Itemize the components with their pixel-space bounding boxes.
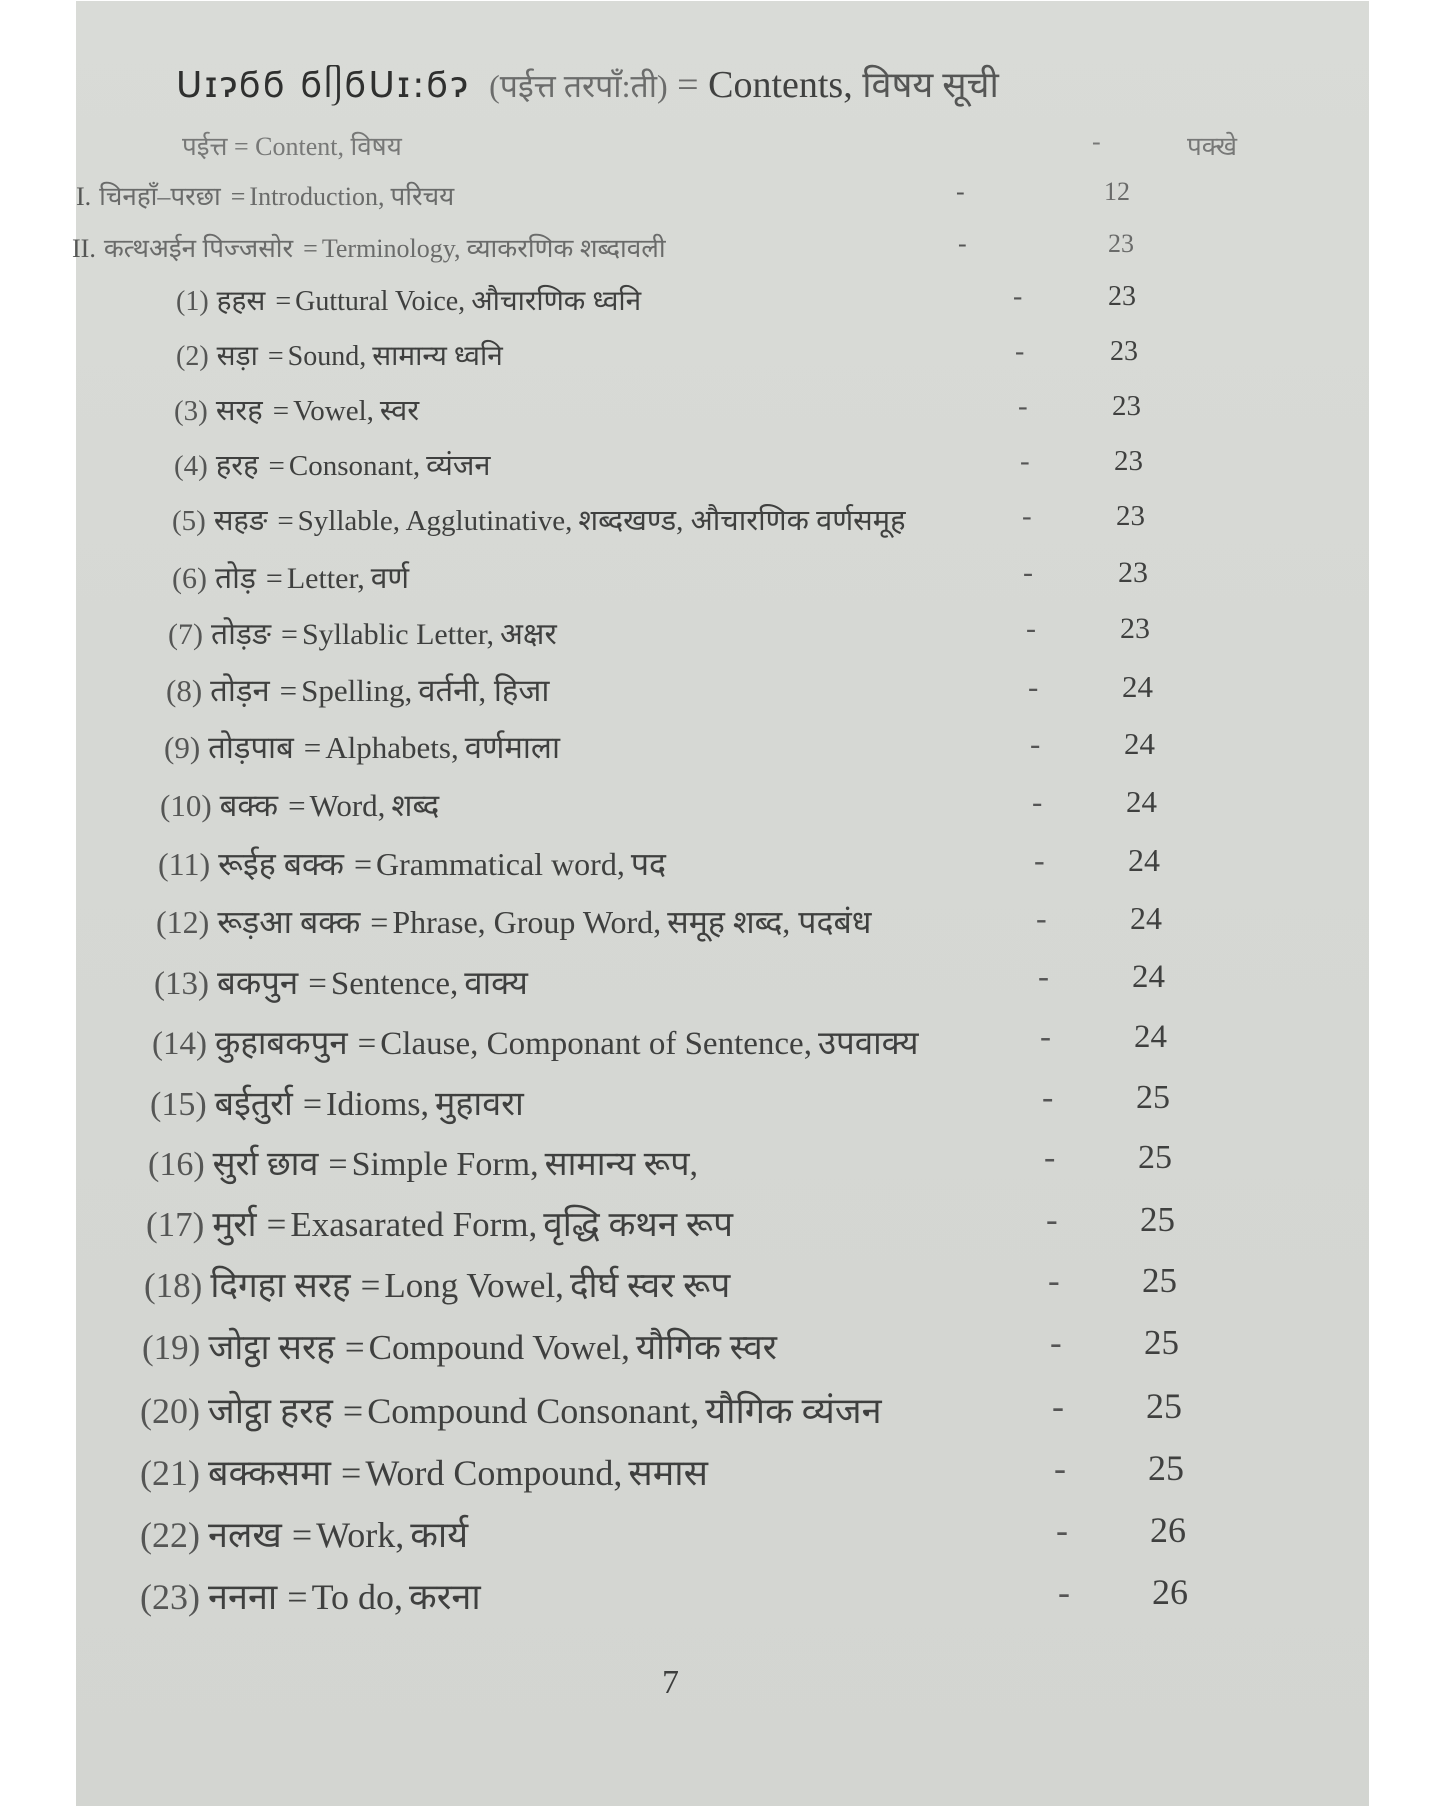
equals-sign: = — [267, 341, 284, 372]
book-page — [72, 1, 1369, 1806]
page-reference: 25 — [1140, 1200, 1175, 1239]
hindi-term: परिचय — [390, 182, 455, 211]
english-term: Exasarated Form, — [290, 1205, 538, 1244]
section-row — [76, 177, 1276, 213]
equals-sign: = — [303, 234, 318, 263]
hindi-term: सामान्य रूप, — [544, 1146, 699, 1183]
english-term: Alphabets, — [325, 730, 459, 765]
native-term: कत्थअईन पिज्जसोर — [103, 234, 294, 263]
column-header-row — [182, 127, 1282, 163]
page-reference: 24 — [1126, 784, 1157, 819]
equals-sign: = — [328, 1146, 348, 1183]
separator-dash: - — [1050, 1323, 1062, 1362]
native-term: कुहाबकपुन — [214, 1026, 348, 1062]
page-reference: 23 — [1118, 556, 1148, 589]
separator-dash: - — [1032, 784, 1043, 819]
native-term: हहस — [216, 286, 266, 317]
native-term: सहङ — [213, 505, 268, 537]
separator-dash: - — [1052, 1386, 1064, 1426]
hindi-term: पद — [630, 846, 666, 882]
toc-entry-row — [150, 1079, 1350, 1125]
toc-entry-row — [156, 900, 1356, 943]
toc-entry-row — [176, 281, 1376, 319]
toc-entry-row — [160, 784, 1360, 826]
entry-number: (6) — [172, 562, 207, 595]
separator-dash: - — [1058, 1572, 1070, 1612]
page-reference: 24 — [1122, 669, 1153, 704]
equals-sign: = — [230, 182, 246, 211]
title-equals: = — [677, 64, 699, 106]
page-reference: 25 — [1142, 1261, 1177, 1300]
separator-dash: - — [958, 229, 967, 258]
hindi-term: व्यंजन — [426, 450, 491, 482]
page-number: 7 — [662, 1664, 679, 1701]
equals-sign: = — [353, 846, 373, 882]
separator-dash: - — [1030, 726, 1041, 761]
separator-dash: - — [1056, 1510, 1068, 1550]
equals-sign: = — [281, 618, 298, 651]
entry-number: (5) — [172, 505, 206, 537]
equals-sign: = — [272, 395, 290, 427]
page-reference: 25 — [1136, 1079, 1170, 1116]
hindi-term: यौगिक व्यंजन — [705, 1391, 882, 1431]
native-term: जोट्ठा हरह — [207, 1391, 333, 1431]
entry-number: (8) — [166, 673, 203, 708]
entry-number: (13) — [154, 966, 209, 1002]
separator-dash: - — [1015, 336, 1025, 367]
page-reference: 26 — [1152, 1572, 1188, 1612]
separator-dash: - — [1022, 500, 1032, 532]
separator-dash: - — [1040, 1019, 1051, 1055]
equals-sign: = — [370, 904, 389, 940]
english-term: Word, — [309, 788, 386, 823]
entry-number: (14) — [152, 1026, 207, 1062]
native-term: सुर्रा छाव — [212, 1146, 319, 1183]
entry-number: (10) — [160, 788, 212, 823]
page-reference: 23 — [1108, 281, 1136, 312]
hindi-term: दीर्घ स्वर रूप — [569, 1266, 731, 1305]
toc-entry-row — [174, 445, 1374, 484]
native-term: रूईह बक्क — [218, 846, 344, 882]
hindi-term: वर्ण — [370, 562, 410, 595]
english-term: Phrase, Group Word, — [392, 904, 662, 940]
entry-number: (18) — [144, 1266, 203, 1305]
page-reference: 24 — [1128, 842, 1160, 878]
entry-number: (11) — [158, 846, 211, 882]
entry-number: (17) — [146, 1205, 205, 1244]
english-term: To do, — [311, 1577, 404, 1617]
equals-sign: = — [360, 1266, 381, 1305]
entry-number: (21) — [140, 1453, 200, 1493]
equals-sign: = — [308, 966, 327, 1002]
equals-sign: = — [344, 1328, 365, 1367]
hindi-term: यौगिक स्वर — [635, 1328, 777, 1367]
equals-sign: = — [342, 1391, 364, 1431]
entry-number: (15) — [150, 1086, 207, 1123]
entry-number: (9) — [164, 730, 201, 765]
title-native-script: Սɪɂϭϭ ϭᥦϭՍɪ:ϭɂ — [176, 65, 470, 106]
page-reference: 12 — [1104, 177, 1130, 206]
toc-entry-row — [174, 390, 1374, 429]
separator-dash: - — [1028, 669, 1039, 704]
title-transliteration: (पईत्त तरपाँ:ती) — [489, 68, 668, 104]
hindi-term: मुहावरा — [435, 1086, 524, 1123]
separator-dash: - — [1013, 281, 1023, 312]
hindi-term: कार्य — [410, 1515, 469, 1555]
english-term: Idioms, — [326, 1086, 429, 1123]
native-term: रूड़आ बक्क — [217, 904, 361, 940]
page-reference: 25 — [1148, 1448, 1184, 1488]
toc-entry-row — [168, 612, 1368, 653]
hindi-term: शब्द — [391, 788, 440, 823]
english-term: Letter, — [286, 562, 365, 595]
page-reference: 24 — [1132, 959, 1165, 995]
entry-number: (12) — [156, 904, 210, 940]
toc-entry-row — [154, 959, 1354, 1004]
page-reference: 23 — [1120, 612, 1150, 645]
entry-number: (7) — [168, 618, 203, 651]
toc-entry-row — [144, 1261, 1344, 1308]
page-reference: 24 — [1134, 1019, 1167, 1055]
separator-dash: - — [956, 177, 965, 206]
hindi-term: शब्दखण्ड, औचारणिक वर्णसमूह — [578, 505, 906, 537]
hindi-term: वर्णमाला — [464, 730, 560, 765]
page-reference: 25 — [1138, 1139, 1172, 1176]
toc-entry-row — [140, 1571, 1340, 1620]
toc-entry-row — [140, 1447, 1340, 1496]
native-term: दिगहा सरह — [210, 1266, 351, 1305]
page-reference: 23 — [1114, 445, 1143, 477]
native-term: जोट्ठा सरह — [208, 1328, 335, 1367]
english-term: Spelling, — [301, 673, 413, 708]
separator-dash: - — [1036, 900, 1047, 936]
page-reference: 26 — [1150, 1510, 1186, 1550]
hindi-term: वर्तनी, हिजा — [418, 673, 550, 708]
toc-entry-row — [148, 1139, 1348, 1185]
english-term: Compound Vowel, — [368, 1328, 630, 1367]
native-term: सड़ा — [216, 341, 258, 372]
english-term: Guttural Voice, — [295, 286, 466, 317]
english-term: Syllablic Letter, — [301, 618, 495, 651]
entry-number: (20) — [140, 1391, 200, 1431]
native-term: बईतुर्रा — [214, 1086, 293, 1123]
equals-sign: = — [288, 788, 306, 823]
english-term: Terminology, — [321, 234, 461, 263]
separator-dash: - — [1023, 556, 1033, 589]
page-reference: 23 — [1110, 336, 1138, 367]
native-term: तोड़पाब — [208, 730, 294, 765]
toc-entry-row — [146, 1200, 1346, 1247]
equals-sign: = — [279, 673, 298, 708]
toc-entry-row — [176, 336, 1376, 374]
entry-number: (2) — [176, 341, 209, 372]
entry-number: II. — [72, 234, 96, 263]
equals-sign: = — [303, 730, 322, 765]
page-reference: 24 — [1130, 900, 1162, 936]
section-row — [72, 229, 1272, 265]
equals-sign: = — [275, 286, 292, 317]
native-term: तोड़ — [214, 562, 256, 595]
equals-sign: = — [291, 1515, 313, 1555]
toc-entry-row — [152, 1019, 1352, 1064]
separator-dash: - — [1054, 1448, 1066, 1488]
english-term: Vowel, — [293, 395, 374, 427]
hindi-term: करना — [409, 1577, 481, 1617]
page-reference: 25 — [1146, 1386, 1182, 1426]
separator-dash: - — [1042, 1079, 1054, 1116]
equals-sign: = — [268, 450, 285, 482]
equals-sign: = — [287, 1577, 308, 1617]
entry-number: (4) — [174, 450, 208, 482]
hindi-term: वृद्धि कथन रूप — [543, 1205, 733, 1244]
hindi-term: औचारणिक ध्वनि — [471, 286, 642, 317]
toc-entry-row — [164, 726, 1364, 768]
separator-dash: - — [1026, 612, 1036, 645]
hindi-term: समास — [628, 1453, 708, 1493]
english-term: Introduction, — [249, 182, 385, 211]
native-term: बकपुन — [216, 966, 299, 1002]
entry-number: (3) — [174, 395, 208, 427]
page-column-label: पक्खे — [1187, 132, 1238, 161]
separator-dash: - — [1018, 390, 1028, 422]
separator-dash: - — [1046, 1200, 1058, 1239]
entry-number: (23) — [140, 1577, 200, 1617]
native-term: ननना — [207, 1577, 278, 1617]
entry-number: (1) — [176, 286, 209, 317]
english-term: Long Vowel, — [384, 1266, 564, 1305]
page-reference: 24 — [1124, 726, 1155, 761]
native-term: बक्कसमा — [207, 1453, 331, 1493]
toc-entry-row — [158, 842, 1358, 885]
native-term: नलख — [207, 1515, 282, 1555]
equals-sign: = — [265, 562, 283, 595]
hindi-term: स्वर — [379, 395, 420, 427]
page-reference: 25 — [1144, 1323, 1179, 1362]
title-english: Contents, — [708, 64, 853, 106]
native-term: मुर्रा — [212, 1205, 257, 1244]
toc-entry-row — [172, 500, 1372, 539]
english-term: Work, — [316, 1515, 405, 1555]
equals-sign: = — [341, 1453, 362, 1493]
separator-dash: - — [1048, 1261, 1060, 1300]
hindi-term: समूह शब्द, पदबंध — [667, 904, 872, 940]
hindi-term: उपवाक्य — [817, 1026, 919, 1062]
page-reference: 23 — [1108, 229, 1134, 258]
native-term: बक्क — [219, 788, 279, 823]
toc-entry-row — [166, 669, 1366, 711]
entry-number: (16) — [148, 1146, 205, 1183]
page-reference: 23 — [1112, 390, 1141, 422]
equals-sign: = — [302, 1086, 323, 1123]
entry-number: I. — [76, 182, 92, 211]
equals-sign: = — [357, 1026, 377, 1062]
toc-entry-row — [140, 1385, 1340, 1434]
hindi-term: सामान्य ध्वनि — [372, 341, 503, 372]
english-term: Word Compound, — [365, 1453, 623, 1493]
hindi-term: अक्षर — [500, 618, 557, 651]
native-term: चिनहाँ–परछा — [99, 182, 221, 211]
english-term: Clause, Componant of Sentence, — [380, 1026, 812, 1062]
toc-entry-row — [140, 1509, 1340, 1558]
separator-dash: - — [1034, 842, 1045, 878]
english-term: Compound Consonant, — [367, 1391, 700, 1431]
separator-dash: - — [1038, 959, 1049, 995]
native-term: तोड़ङ — [210, 618, 272, 651]
separator-dash: - — [1092, 127, 1101, 156]
english-term: Consonant, — [288, 450, 421, 482]
toc-entry-row — [172, 556, 1372, 597]
content-column-label: पईत्त = Content, विषय — [182, 132, 402, 161]
entry-number: (22) — [140, 1515, 200, 1555]
separator-dash: - — [1020, 445, 1030, 477]
page-reference: 23 — [1116, 500, 1145, 532]
native-term: सरह — [215, 395, 263, 427]
entry-number: (19) — [142, 1328, 201, 1367]
title-hindi: विषय सूची — [862, 65, 999, 105]
page-title — [176, 59, 999, 108]
english-term: Sound, — [287, 341, 367, 372]
english-term: Grammatical word, — [376, 846, 625, 882]
separator-dash: - — [1044, 1139, 1056, 1176]
native-term: तोड़न — [210, 673, 270, 708]
english-term: Syllable, Agglutinative, — [297, 505, 573, 537]
hindi-term: वाक्य — [464, 966, 528, 1002]
toc-entry-row — [142, 1323, 1342, 1370]
native-term: हरह — [215, 450, 259, 482]
english-term: Sentence, — [330, 966, 459, 1002]
equals-sign: = — [266, 1205, 287, 1244]
hindi-term: व्याकरणिक शब्दावली — [466, 234, 666, 263]
english-term: Simple Form, — [351, 1146, 539, 1183]
equals-sign: = — [277, 505, 294, 537]
